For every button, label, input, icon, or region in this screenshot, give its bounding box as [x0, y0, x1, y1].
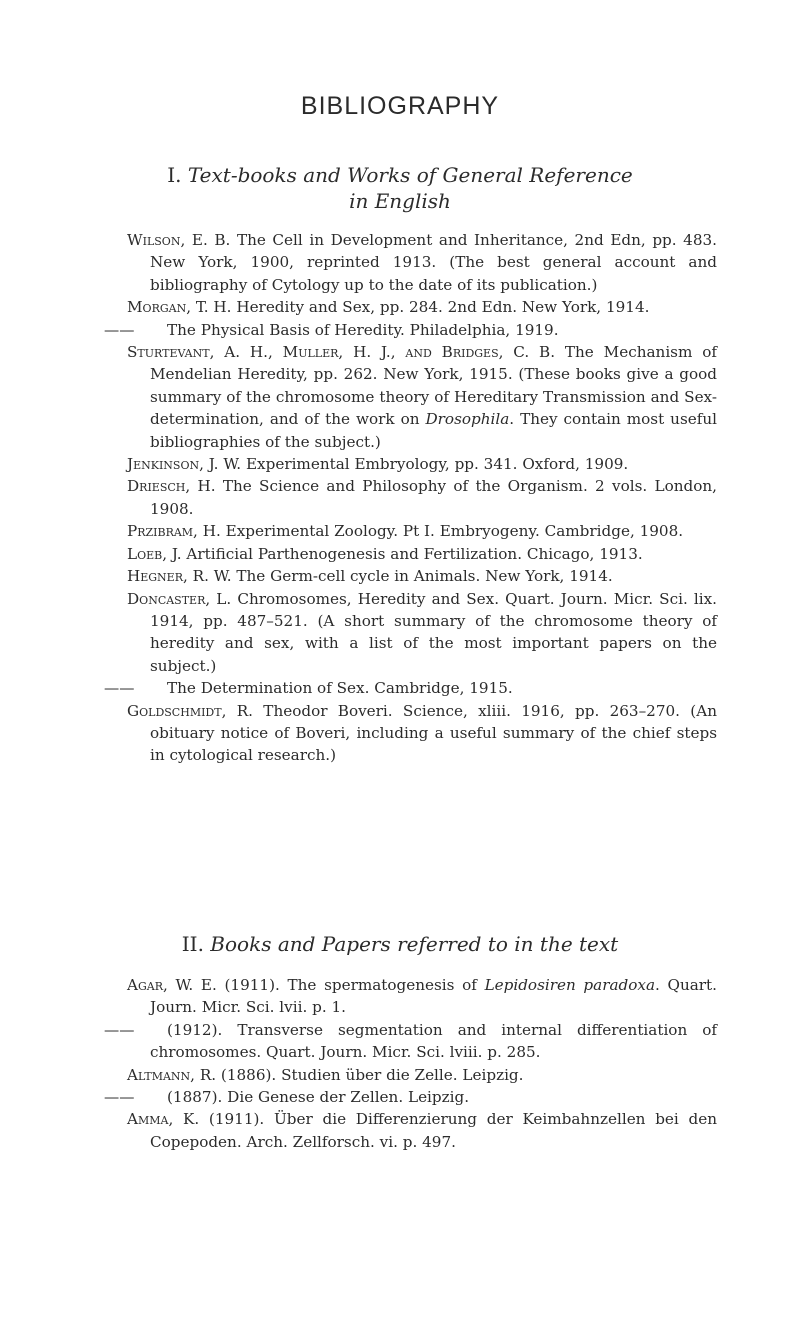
entry-text: The Cell in Development and Inheritance, 2nd Edn, pp. 483. New York, 1900, reprinted 1913. (The best general account and bibliography of Cytology up to the date of its publication.) — [150, 231, 718, 294]
entry-text: (1912). Transverse segmentation and internal differentiation of chromosomes. Quart. Journ. Micr. Sci. lviii. p. 285. — [150, 1020, 717, 1062]
section-2-title: Books and Papers referred to in the text — [210, 932, 619, 956]
entry-text-after: . They contain most useful bibliographies of the subject.) — [150, 410, 717, 451]
entry-text-after: . Quart. Journ. Micr. Sci. lvii. p. 1. — [150, 976, 717, 1017]
entry-author: Driesch, H. — [127, 477, 216, 496]
bibliography-entry — [127, 341, 717, 453]
ditto-dash: —— — [104, 320, 135, 339]
entry-author: Altmann, R. — [127, 1065, 217, 1084]
entry-author: Loeb, J. — [127, 544, 182, 563]
entry-text: (1886). Studien über die Zelle. Leipzig. — [216, 1065, 524, 1084]
bibliography-entry — [127, 296, 717, 318]
bibliography-entry — [127, 453, 717, 475]
entry-author: Morgan, T. H. — [127, 298, 232, 317]
entry-italic: Lepidosiren paradoxa — [484, 976, 656, 994]
bibliography-entry — [127, 565, 717, 587]
entry-author: Agar, W. E. — [127, 976, 217, 994]
bibliography-entry — [127, 229, 717, 296]
bibliography-entry — [127, 543, 717, 565]
entry-text: The Determination of Sex. Cambridge, 1915. — [167, 679, 513, 698]
entry-author: Amma, K. — [127, 1110, 200, 1129]
entry-author: Przibram, H. — [127, 522, 221, 541]
ditto-dash: —— — [104, 679, 135, 698]
entry-text: The Mechanism of Mendelian Heredity, pp. 262. New York, 1915. (These books give a good summary of the chromosome theory of Hereditary Transmission and Sex-determination, and of the work on — [150, 343, 717, 429]
entry-text: The Physical Basis of Heredity. Philadelphia, 1919. — [167, 320, 559, 339]
bibliography-entry — [104, 319, 717, 341]
bibliography-entry — [127, 475, 717, 520]
entry-italic: Drosophila — [425, 410, 510, 429]
section-1-entries — [104, 229, 718, 767]
section-1-title-line2: in English — [349, 189, 451, 213]
bibliography-entry — [127, 974, 717, 1019]
bibliography-entry — [127, 1108, 717, 1153]
entry-text: Artificial Parthenogenesis and Fertilization. Chicago, 1913. — [181, 544, 643, 563]
entry-author: Goldschmidt, R. — [127, 701, 253, 720]
bibliography-entry — [127, 588, 717, 678]
entry-author: Sturtevant, A. H., Muller, H. J., and Bridges, C. B. — [127, 343, 556, 362]
bibliography-entry — [104, 1019, 717, 1064]
bibliography-entry — [104, 1086, 717, 1108]
section-1-title: Text-books and Works of General Reference — [187, 163, 633, 187]
ditto-dash: —— — [104, 1088, 135, 1107]
page-title: BIBLIOGRAPHY — [300, 92, 500, 120]
bibliography-entry — [127, 700, 717, 767]
section-2-entries — [104, 974, 717, 1153]
entry-author: Jenkinson, J. W. — [127, 455, 242, 474]
entry-author: Wilson, E. B. — [127, 231, 231, 249]
section-2-numeral: II. — [181, 932, 204, 956]
entry-text: (1911). The spermatogenesis of — [216, 976, 485, 994]
entry-text: Experimental Zoology. Pt I. Embryogeny. Cambridge, 1908. — [220, 522, 684, 541]
entry-author: Hegner, R. W. — [127, 567, 232, 586]
entry-text: Theodor Boveri. Science, xliii. 1916, pp. 263–270. (An obituary notice of Boveri, including a useful summary of the chief steps in cytological research.) — [150, 701, 717, 765]
entry-text: The Science and Philosophy of the Organism. 2 vols. London, 1908. — [150, 477, 717, 518]
bibliography-entry — [127, 1064, 717, 1086]
entry-text: Experimental Embryology, pp. 341. Oxford, 1909. — [241, 455, 629, 474]
entry-text: (1911). Über die Differenzierung der Keimbahnzellen bei den Copepoden. Arch. Zellforsch. vi. p. 497. — [150, 1110, 717, 1151]
entry-text: (1887). Die Genese der Zellen. Leipzig. — [167, 1088, 470, 1107]
entry-text: The Germ-cell cycle in Animals. New York, 1914. — [231, 567, 613, 586]
entry-text: Heredity and Sex, pp. 284. 2nd Edn. New York, 1914. — [231, 298, 650, 317]
entry-author: Doncaster, L. — [127, 589, 232, 608]
section-1-heading — [0, 162, 800, 214]
ditto-dash: —— — [104, 1020, 135, 1039]
entry-text: Chromosomes, Heredity and Sex. Quart. Journ. Micr. Sci. lix. 1914, pp. 487–521. (A short summary of the chromosome theory of heredity and sex, with a list of the most important papers on the subject.) — [150, 589, 717, 675]
bibliography-entry — [127, 520, 717, 542]
section-1-numeral: I. — [167, 163, 182, 187]
section-2-heading — [0, 931, 800, 957]
bibliography-entry — [104, 677, 717, 699]
